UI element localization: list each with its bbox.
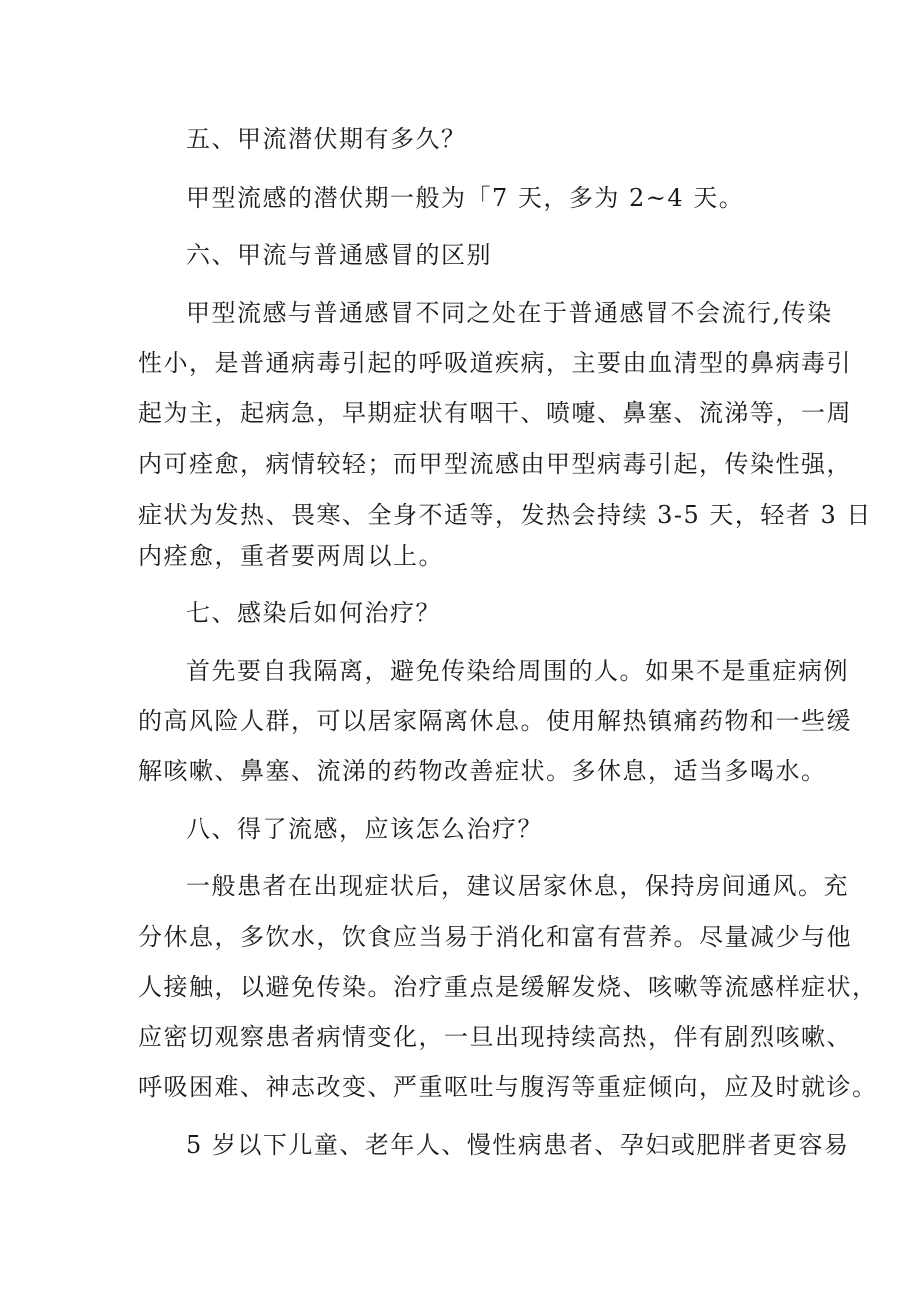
section-6-line-4: 内可痊愈，病情较轻；而甲型流感由甲型病毒引起，传染性强， <box>138 450 852 478</box>
section-6-line-6: 内痊愈，重者要两周以上。 <box>138 542 444 570</box>
section-8-line-4: 应密切观察患者病情变化，一旦出现持续高热，伴有剧烈咳嗽、 <box>138 1023 852 1051</box>
section-7-line-3: 解咳嗽、鼻塞、流涕的药物改善症状。多休息，适当多喝水。 <box>138 757 827 785</box>
section-6-heading: 六、甲流与普通感冒的区别 <box>186 241 492 269</box>
section-7-line-1: 首先要自我隔离，避免传染给周围的人。如果不是重症病例 <box>186 657 849 685</box>
section-8-heading: 八、得了流感，应该怎么治疗？ <box>186 815 543 843</box>
section-8-line-6: 5 岁以下儿童、老年人、慢性病患者、孕妇或肥胖者更容易 <box>186 1131 850 1159</box>
section-8-line-2: 分休息，多饮水，饮食应当易于消化和富有营养。尽量减少与他 <box>138 923 852 951</box>
section-6-line-3: 起为主，起病急，早期症状有咽干、喷嚏、鼻塞、流涕等，一周 <box>138 399 852 427</box>
section-8-line-1: 一般患者在出现症状后，建议居家休息，保持房间通风。充 <box>186 872 849 900</box>
section-7-line-2: 的高风险人群，可以居家隔离休息。使用解热镇痛药物和一些缓 <box>138 707 852 735</box>
section-5-heading: 五、甲流潜伏期有多久？ <box>186 125 467 153</box>
section-8-line-5: 呼吸困难、神志改变、严重呕吐与腹泻等重症倾向，应及时就诊。 <box>138 1073 878 1101</box>
section-6-line-2: 性小，是普通病毒引起的呼吸道疾病，主要由血清型的鼻病毒引 <box>138 349 852 377</box>
section-6-line-5: 症状为发热、畏寒、全身不适等，发热会持续 3-5 天，轻者 3 日 <box>138 501 872 529</box>
section-8-line-3: 人接触，以避免传染。治疗重点是缓解发烧、咳嗽等流感样症状， <box>138 973 878 1001</box>
section-7-heading: 七、感染后如何治疗？ <box>186 599 441 627</box>
section-5-line-1: 甲型流感的潜伏期一般为「7 天，多为 2~4 天。 <box>186 184 745 212</box>
section-6-line-1: 甲型流感与普通感冒不同之处在于普通感冒不会流行,传染 <box>186 299 833 327</box>
